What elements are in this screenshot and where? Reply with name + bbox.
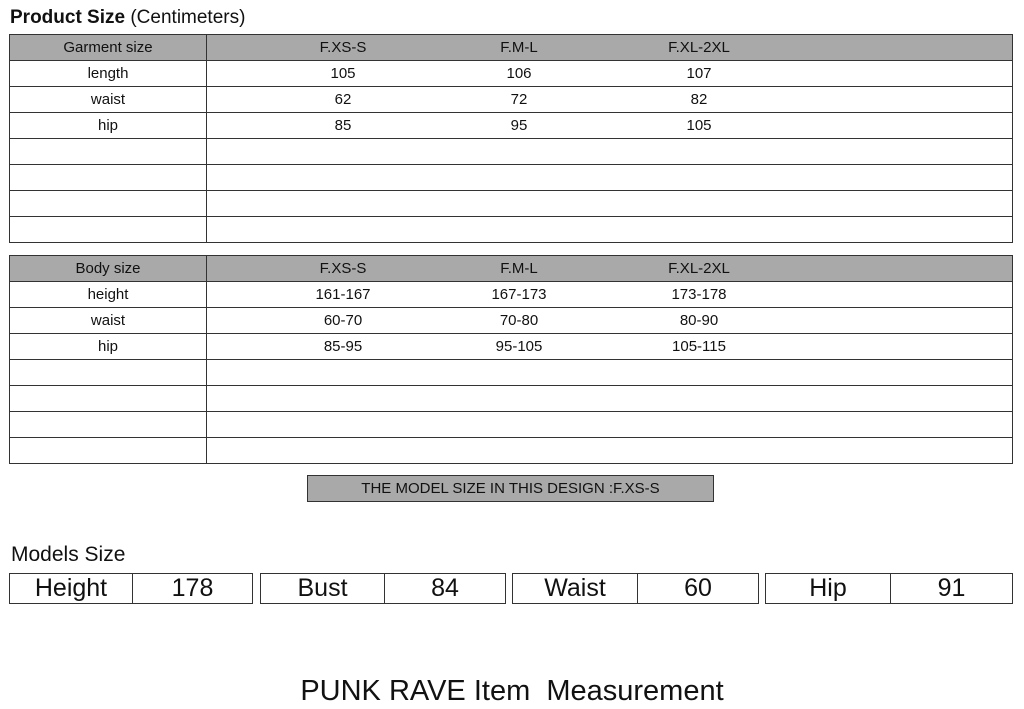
table-cell: 173-178 [671, 286, 727, 303]
hip-label: Hip [766, 574, 891, 603]
table-row [10, 113, 1013, 139]
waist-value: 60 [684, 574, 712, 602]
column-header: F.M-L [500, 260, 538, 277]
body-size-table [9, 255, 1013, 464]
bust-value: 84 [431, 574, 459, 602]
column-header: F.XL-2XL [668, 260, 730, 277]
garment-size-header: Garment size [10, 35, 207, 61]
table-cell: 70-80 [499, 312, 539, 329]
height-value: 178 [171, 574, 214, 602]
table-cell: 105-115 [672, 338, 726, 355]
garment-size-table [9, 34, 1013, 243]
table-row [10, 308, 1013, 334]
row-label: hip [10, 113, 207, 139]
column-header: F.XS-S [319, 39, 367, 56]
table-row [10, 87, 1013, 113]
table-cell: 72 [510, 91, 528, 108]
model-waist-box [512, 573, 759, 604]
empty-row [10, 139, 1013, 165]
empty-row [10, 438, 1013, 464]
height-label: Height [10, 574, 133, 603]
empty-row [10, 412, 1013, 438]
table-cell: 167-173 [491, 286, 547, 303]
row-label: length [10, 61, 207, 87]
table-cell: 105 [686, 117, 712, 134]
hip-value: 91 [937, 574, 966, 602]
table-row [10, 61, 1013, 87]
row-label: waist [10, 87, 207, 113]
empty-row [10, 165, 1013, 191]
garment-table-header-row [10, 35, 1013, 61]
table-cell: 105 [330, 65, 356, 82]
title-unit: (Centimeters) [130, 7, 246, 28]
empty-row [10, 217, 1013, 243]
row-label: hip [10, 334, 207, 360]
body-table-header-row [10, 256, 1013, 282]
empty-row [10, 360, 1013, 386]
table-cell: 106 [506, 65, 532, 82]
table-cell: 62 [334, 91, 352, 108]
table-cell: 60-70 [323, 312, 363, 329]
table-cell: 161-167 [315, 286, 371, 303]
table-cell: 80-90 [679, 312, 719, 329]
table-cell: 82 [690, 91, 708, 108]
column-header: F.XS-S [319, 260, 367, 277]
table-cell: 95-105 [495, 338, 543, 355]
model-height-box [9, 573, 253, 604]
table-cell: 107 [686, 65, 712, 82]
title-main: Product Size [10, 7, 126, 28]
table-row [10, 282, 1013, 308]
empty-row [10, 191, 1013, 217]
row-label: height [10, 282, 207, 308]
column-header: F.XL-2XL [668, 39, 730, 56]
model-hip-box [765, 573, 1013, 604]
footer-caption: PUNK RAVE Item Measurement [300, 675, 724, 707]
model-size-note: THE MODEL SIZE IN THIS DESIGN :F.XS-S [307, 475, 714, 502]
table-cell: 85 [334, 117, 352, 134]
body-size-header: Body size [10, 256, 207, 282]
table-cell: 95 [510, 117, 528, 134]
models-size-title: Models Size [11, 543, 126, 566]
column-header: F.M-L [500, 39, 538, 56]
bust-label: Bust [261, 574, 385, 603]
table-cell: 85-95 [323, 338, 363, 355]
table-row [10, 334, 1013, 360]
row-label: waist [10, 308, 207, 334]
waist-label: Waist [513, 574, 638, 603]
page-title [10, 7, 245, 29]
model-bust-box [260, 573, 506, 604]
empty-row [10, 386, 1013, 412]
